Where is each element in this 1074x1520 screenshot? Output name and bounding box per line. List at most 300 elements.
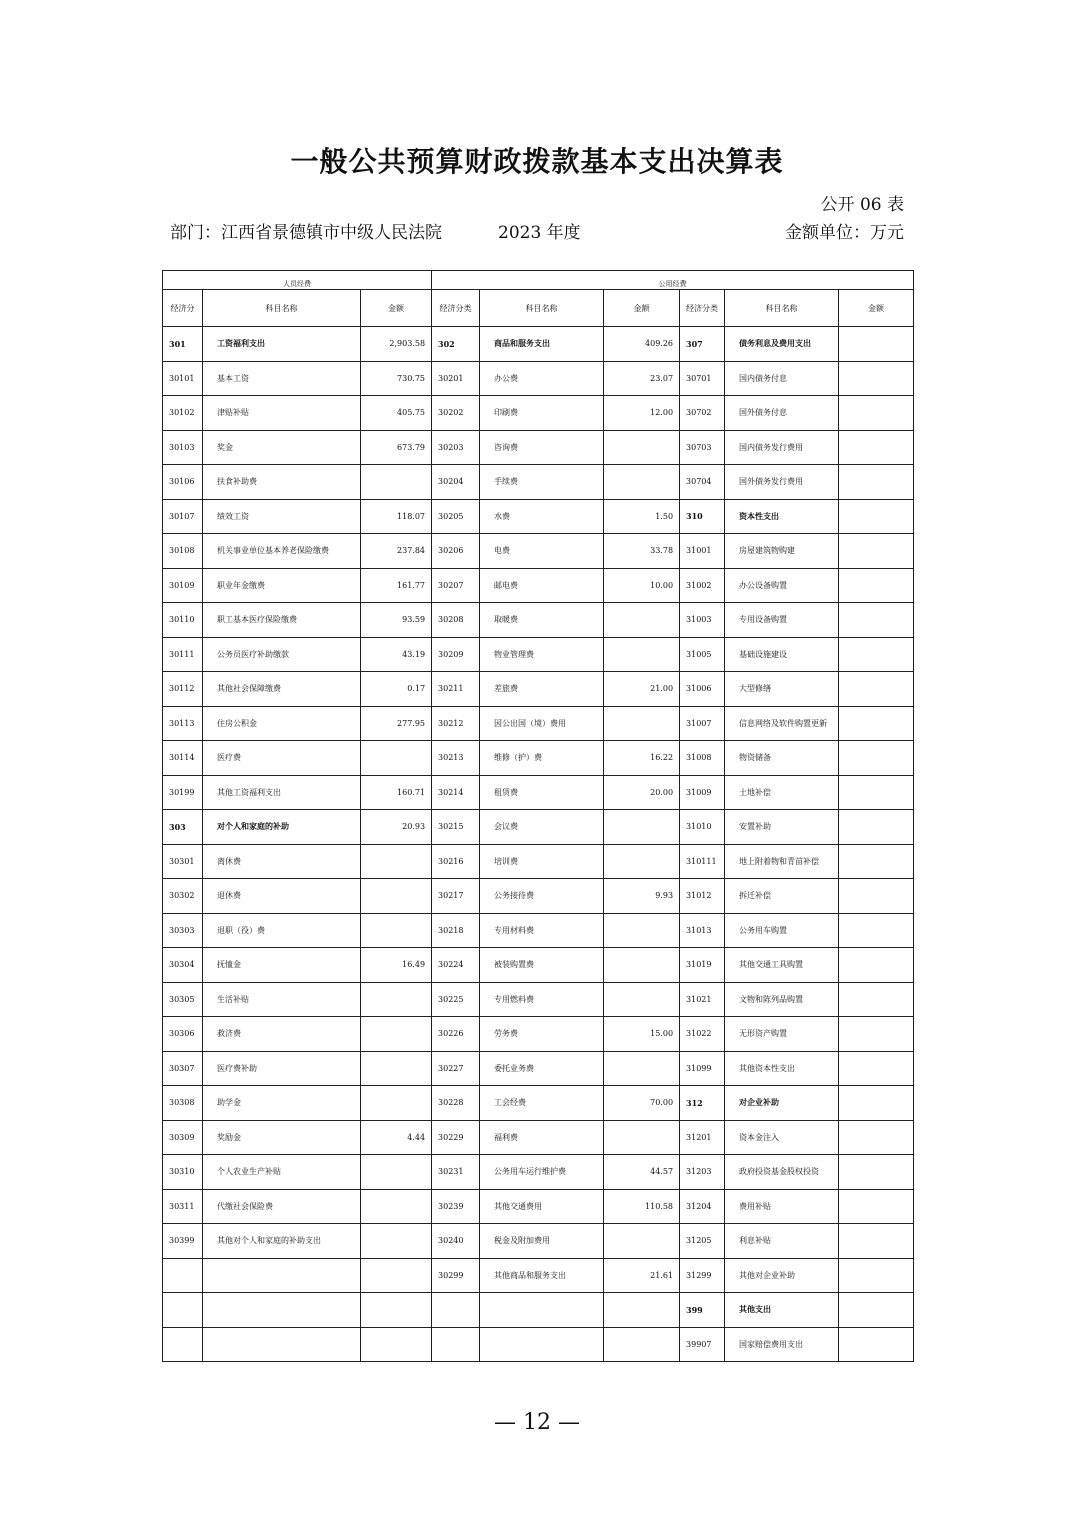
cell-amount: 33.78 <box>604 534 680 569</box>
cell-name: 费用补贴 <box>725 1189 839 1224</box>
cell-amount: 2,903.58 <box>361 327 432 362</box>
table-row <box>163 948 914 983</box>
cell-amount: 15.00 <box>604 1017 680 1052</box>
cell-name: 资本金注入 <box>725 1120 839 1155</box>
cell-code: 312 <box>680 1086 725 1121</box>
cell-code: 30110 <box>163 603 203 638</box>
cell-amount <box>604 706 680 741</box>
cell-amount <box>604 1224 680 1259</box>
cell-name: 医疗费 <box>203 741 361 776</box>
cell-name: 基本工资 <box>203 361 361 396</box>
cell-code: 30208 <box>432 603 480 638</box>
cell-name: 物业管理费 <box>480 637 604 672</box>
cell-amount: 21.00 <box>604 672 680 707</box>
cell-code: 31021 <box>680 982 725 1017</box>
cell-code: 31006 <box>680 672 725 707</box>
cell-amount <box>839 499 914 534</box>
cell-name: 被装购置费 <box>480 948 604 983</box>
cell-amount <box>361 1224 432 1259</box>
cell-name: 印刷费 <box>480 396 604 431</box>
cell-name: 津贴补贴 <box>203 396 361 431</box>
group-personnel: 人员经费 <box>163 271 432 290</box>
table-row <box>163 396 914 431</box>
cell-amount <box>839 534 914 569</box>
cell-amount: 409.26 <box>604 327 680 362</box>
cell-code: 30309 <box>163 1120 203 1155</box>
cell-name: 其他交通工具购置 <box>725 948 839 983</box>
cell-name: 基础设施建设 <box>725 637 839 672</box>
cell-amount: 110.58 <box>604 1189 680 1224</box>
table-row <box>163 603 914 638</box>
cell-name: 会议费 <box>480 810 604 845</box>
cell-name: 地上附着物和青苗补偿 <box>725 844 839 879</box>
cell-amount: 21.61 <box>604 1258 680 1293</box>
cell-name: 救济费 <box>203 1017 361 1052</box>
table-row <box>163 913 914 948</box>
col-header-code: 经济分类 <box>432 290 480 327</box>
cell-amount <box>839 1258 914 1293</box>
cell-code: 30111 <box>163 637 203 672</box>
cell-code: 30701 <box>680 361 725 396</box>
cell-amount <box>604 637 680 672</box>
cell-name: 专用设备购置 <box>725 603 839 638</box>
cell-amount: 405.75 <box>361 396 432 431</box>
cell-name: 绩效工资 <box>203 499 361 534</box>
cell-amount <box>839 706 914 741</box>
cell-code <box>432 1293 480 1328</box>
table-row <box>163 1327 914 1362</box>
col-header-amount: 金额 <box>361 290 432 327</box>
cell-name: 租赁费 <box>480 775 604 810</box>
cell-code: 30301 <box>163 844 203 879</box>
cell-amount <box>604 1293 680 1328</box>
cell-amount <box>604 844 680 879</box>
cell-name: 资本性支出 <box>725 499 839 534</box>
cell-code: 31019 <box>680 948 725 983</box>
table-row <box>163 672 914 707</box>
col-header-amount: 金额 <box>839 290 914 327</box>
cell-amount <box>361 1086 432 1121</box>
cell-name: 对企业补助 <box>725 1086 839 1121</box>
cell-code: 30703 <box>680 430 725 465</box>
cell-name: 职业年金缴费 <box>203 568 361 603</box>
group-header-row <box>163 271 914 290</box>
cell-code <box>163 1327 203 1362</box>
table-row <box>163 1086 914 1121</box>
cell-code: 30202 <box>432 396 480 431</box>
cell-code <box>163 1293 203 1328</box>
cell-code: 31205 <box>680 1224 725 1259</box>
cell-code: 30211 <box>432 672 480 707</box>
table-row <box>163 1155 914 1190</box>
cell-amount <box>839 948 914 983</box>
cell-code: 31013 <box>680 913 725 948</box>
cell-code: 31022 <box>680 1017 725 1052</box>
table-row <box>163 706 914 741</box>
cell-amount <box>361 1155 432 1190</box>
cell-name: 其他资本性支出 <box>725 1051 839 1086</box>
cell-amount <box>839 568 914 603</box>
cell-code: 30399 <box>163 1224 203 1259</box>
cell-code: 31007 <box>680 706 725 741</box>
cell-amount <box>839 1155 914 1190</box>
cell-amount <box>361 913 432 948</box>
cell-name: 助学金 <box>203 1086 361 1121</box>
cell-amount <box>361 982 432 1017</box>
cell-code: 307 <box>680 327 725 362</box>
cell-name: 其他支出 <box>725 1293 839 1328</box>
cell-amount <box>839 1017 914 1052</box>
cell-amount <box>839 603 914 638</box>
cell-name: 代缴社会保险费 <box>203 1189 361 1224</box>
cell-name: 差旅费 <box>480 672 604 707</box>
cell-name <box>203 1258 361 1293</box>
cell-name: 拆迁补偿 <box>725 879 839 914</box>
cell-name: 工会经费 <box>480 1086 604 1121</box>
cell-name: 专用燃料费 <box>480 982 604 1017</box>
table-row <box>163 1224 914 1259</box>
cell-amount <box>839 637 914 672</box>
cell-code: 399 <box>680 1293 725 1328</box>
cell-code: 310111 <box>680 844 725 879</box>
cell-name: 国外债务发行费用 <box>725 465 839 500</box>
cell-code: 30203 <box>432 430 480 465</box>
cell-name: 其他社会保障缴费 <box>203 672 361 707</box>
cell-amount: 161.77 <box>361 568 432 603</box>
cell-code <box>163 1258 203 1293</box>
cell-code: 30206 <box>432 534 480 569</box>
cell-code: 30217 <box>432 879 480 914</box>
cell-amount: 12.00 <box>604 396 680 431</box>
cell-name: 债务利息及费用支出 <box>725 327 839 362</box>
col-header-name: 科目名称 <box>480 290 604 327</box>
cell-amount <box>839 1327 914 1362</box>
cell-name: 因公出国（境）费用 <box>480 706 604 741</box>
cell-name: 抚恤金 <box>203 948 361 983</box>
cell-amount <box>604 982 680 1017</box>
cell-name: 办公设备购置 <box>725 568 839 603</box>
cell-amount: 20.00 <box>604 775 680 810</box>
cell-amount <box>839 879 914 914</box>
cell-name: 咨询费 <box>480 430 604 465</box>
cell-amount: 160.71 <box>361 775 432 810</box>
cell-code: 31002 <box>680 568 725 603</box>
cell-amount: 9.93 <box>604 879 680 914</box>
cell-amount: 70.00 <box>604 1086 680 1121</box>
cell-code: 30304 <box>163 948 203 983</box>
cell-name: 维修（护）费 <box>480 741 604 776</box>
table-row <box>163 534 914 569</box>
cell-amount <box>361 844 432 879</box>
cell-name: 信息网络及软件购置更新 <box>725 706 839 741</box>
cell-code: 30215 <box>432 810 480 845</box>
cell-code: 31001 <box>680 534 725 569</box>
cell-amount <box>604 1051 680 1086</box>
cell-code: 30114 <box>163 741 203 776</box>
cell-name: 职工基本医疗保险缴费 <box>203 603 361 638</box>
cell-code: 301 <box>163 327 203 362</box>
cell-name: 委托业务费 <box>480 1051 604 1086</box>
cell-name: 手续费 <box>480 465 604 500</box>
cell-code: 31005 <box>680 637 725 672</box>
cell-code: 30308 <box>163 1086 203 1121</box>
cell-amount: 20.93 <box>361 810 432 845</box>
cell-amount: 43.19 <box>361 637 432 672</box>
cell-name: 专用材料费 <box>480 913 604 948</box>
table-row <box>163 1258 914 1293</box>
cell-code: 30112 <box>163 672 203 707</box>
cell-name: 对个人和家庭的补助 <box>203 810 361 845</box>
cell-amount: 0.17 <box>361 672 432 707</box>
cell-code: 30302 <box>163 879 203 914</box>
table-row <box>163 430 914 465</box>
cell-amount <box>839 810 914 845</box>
cell-name: 国内债务付息 <box>725 361 839 396</box>
cell-code: 302 <box>432 327 480 362</box>
column-header-row <box>163 290 914 327</box>
cell-name: 税金及附加费用 <box>480 1224 604 1259</box>
cell-name: 退职（役）费 <box>203 913 361 948</box>
cell-name: 福利费 <box>480 1120 604 1155</box>
expenditure-table <box>162 270 914 1362</box>
cell-name: 其他对企业补助 <box>725 1258 839 1293</box>
cell-code: 30311 <box>163 1189 203 1224</box>
cell-code: 30108 <box>163 534 203 569</box>
cell-amount <box>361 1293 432 1328</box>
col-header-amount: 金额 <box>604 290 680 327</box>
cell-name <box>480 1293 604 1328</box>
cell-amount: 1.50 <box>604 499 680 534</box>
cell-name: 无形资产购置 <box>725 1017 839 1052</box>
cell-name <box>203 1327 361 1362</box>
cell-amount <box>604 430 680 465</box>
cell-name: 离休费 <box>203 844 361 879</box>
page-title: 一般公共预算财政拨款基本支出决算表 <box>290 145 784 178</box>
table-row <box>163 741 914 776</box>
cell-amount: 673.79 <box>361 430 432 465</box>
cell-name: 公务员医疗补助缴款 <box>203 637 361 672</box>
cell-name: 公务接待费 <box>480 879 604 914</box>
cell-amount <box>839 361 914 396</box>
table-row <box>163 982 914 1017</box>
expenditure-table-container <box>162 270 913 1362</box>
cell-amount <box>361 1189 432 1224</box>
cell-name: 培训费 <box>480 844 604 879</box>
cell-amount <box>839 1120 914 1155</box>
cell-name: 商品和服务支出 <box>480 327 604 362</box>
cell-amount <box>361 465 432 500</box>
cell-code: 30228 <box>432 1086 480 1121</box>
cell-name: 公务用车运行维护费 <box>480 1155 604 1190</box>
table-row <box>163 327 914 362</box>
cell-name: 机关事业单位基本养老保险缴费 <box>203 534 361 569</box>
cell-amount <box>839 913 914 948</box>
table-row <box>163 1189 914 1224</box>
cell-amount <box>839 982 914 1017</box>
cell-code: 30199 <box>163 775 203 810</box>
cell-name: 其他商品和服务支出 <box>480 1258 604 1293</box>
cell-name: 安置补助 <box>725 810 839 845</box>
cell-code: 30201 <box>432 361 480 396</box>
cell-code: 31203 <box>680 1155 725 1190</box>
cell-amount: 16.49 <box>361 948 432 983</box>
table-row <box>163 361 914 396</box>
cell-amount: 277.95 <box>361 706 432 741</box>
table-row <box>163 1017 914 1052</box>
cell-code: 31009 <box>680 775 725 810</box>
cell-code: 30207 <box>432 568 480 603</box>
table-row <box>163 465 914 500</box>
cell-name: 医疗费补助 <box>203 1051 361 1086</box>
cell-code: 303 <box>163 810 203 845</box>
cell-code: 30306 <box>163 1017 203 1052</box>
cell-code: 30307 <box>163 1051 203 1086</box>
cell-name: 奖励金 <box>203 1120 361 1155</box>
col-header-name: 科目名称 <box>203 290 361 327</box>
year-label: 2023 年度 <box>498 223 581 243</box>
cell-name: 文物和陈列品购置 <box>725 982 839 1017</box>
cell-amount: 10.00 <box>604 568 680 603</box>
cell-code: 30216 <box>432 844 480 879</box>
cell-name: 劳务费 <box>480 1017 604 1052</box>
cell-name: 扶食补助费 <box>203 465 361 500</box>
cell-code: 30101 <box>163 361 203 396</box>
table-row <box>163 879 914 914</box>
cell-name: 其他交通费用 <box>480 1189 604 1224</box>
cell-amount <box>839 1293 914 1328</box>
cell-amount <box>839 1189 914 1224</box>
cell-name: 住房公积金 <box>203 706 361 741</box>
cell-code: 310 <box>680 499 725 534</box>
cell-name: 公务用车购置 <box>725 913 839 948</box>
cell-code: 30204 <box>432 465 480 500</box>
cell-name: 生活补贴 <box>203 982 361 1017</box>
cell-amount <box>839 741 914 776</box>
cell-amount <box>839 465 914 500</box>
cell-name: 政府投资基金股权投资 <box>725 1155 839 1190</box>
cell-name: 其他对个人和家庭的补助支出 <box>203 1224 361 1259</box>
cell-amount <box>839 1224 914 1259</box>
cell-amount <box>361 741 432 776</box>
cell-code: 30107 <box>163 499 203 534</box>
cell-code: 31299 <box>680 1258 725 1293</box>
cell-code: 30229 <box>432 1120 480 1155</box>
cell-code: 30205 <box>432 499 480 534</box>
cell-amount <box>361 1258 432 1293</box>
cell-amount <box>839 1086 914 1121</box>
cell-name: 大型修缮 <box>725 672 839 707</box>
cell-code: 31010 <box>680 810 725 845</box>
col-header-code: 经济分类 <box>680 290 725 327</box>
cell-code: 30214 <box>432 775 480 810</box>
cell-code: 31099 <box>680 1051 725 1086</box>
cell-code: 30231 <box>432 1155 480 1190</box>
cell-name: 邮电费 <box>480 568 604 603</box>
table-row <box>163 1051 914 1086</box>
cell-name: 电费 <box>480 534 604 569</box>
cell-amount <box>361 1051 432 1086</box>
cell-name: 个人农业生产补贴 <box>203 1155 361 1190</box>
cell-name: 办公费 <box>480 361 604 396</box>
cell-code: 30239 <box>432 1189 480 1224</box>
cell-code: 30213 <box>432 741 480 776</box>
table-row <box>163 499 914 534</box>
cell-name: 取暖费 <box>480 603 604 638</box>
cell-code: 30109 <box>163 568 203 603</box>
cell-code: 30299 <box>432 1258 480 1293</box>
cell-name <box>480 1327 604 1362</box>
cell-code: 30303 <box>163 913 203 948</box>
cell-amount <box>361 1017 432 1052</box>
page-number: — 12 — <box>494 1410 580 1435</box>
cell-code: 31008 <box>680 741 725 776</box>
cell-name: 土地补偿 <box>725 775 839 810</box>
cell-code: 31003 <box>680 603 725 638</box>
table-row <box>163 568 914 603</box>
col-header-code: 经济分 <box>163 290 203 327</box>
cell-code: 30226 <box>432 1017 480 1052</box>
cell-amount: 730.75 <box>361 361 432 396</box>
cell-code: 30240 <box>432 1224 480 1259</box>
group-public: 公用经费 <box>432 271 914 290</box>
cell-code: 30702 <box>680 396 725 431</box>
cell-amount <box>604 1120 680 1155</box>
cell-amount: 23.07 <box>604 361 680 396</box>
cell-code: 30704 <box>680 465 725 500</box>
cell-name: 退休费 <box>203 879 361 914</box>
cell-amount: 16.22 <box>604 741 680 776</box>
cell-name: 工资福利支出 <box>203 327 361 362</box>
cell-code: 30310 <box>163 1155 203 1190</box>
cell-code: 31012 <box>680 879 725 914</box>
cell-code: 30106 <box>163 465 203 500</box>
cell-amount <box>604 603 680 638</box>
table-row <box>163 637 914 672</box>
cell-code: 30227 <box>432 1051 480 1086</box>
table-row <box>163 844 914 879</box>
table-row <box>163 1120 914 1155</box>
cell-code: 30225 <box>432 982 480 1017</box>
cell-code: 30209 <box>432 637 480 672</box>
cell-amount <box>604 948 680 983</box>
cell-code: 31204 <box>680 1189 725 1224</box>
cell-code: 30212 <box>432 706 480 741</box>
cell-code: 30305 <box>163 982 203 1017</box>
cell-amount <box>839 396 914 431</box>
table-row <box>163 810 914 845</box>
cell-amount <box>839 1051 914 1086</box>
cell-name: 国内债务发行费用 <box>725 430 839 465</box>
cell-amount <box>839 844 914 879</box>
cell-name: 水费 <box>480 499 604 534</box>
cell-name: 房屋建筑物购建 <box>725 534 839 569</box>
table-row <box>163 1293 914 1328</box>
cell-amount: 44.57 <box>604 1155 680 1190</box>
cell-amount: 4.44 <box>361 1120 432 1155</box>
cell-amount <box>839 327 914 362</box>
col-header-name: 科目名称 <box>725 290 839 327</box>
cell-name: 其他工资福利支出 <box>203 775 361 810</box>
cell-code: 30218 <box>432 913 480 948</box>
cell-code <box>432 1327 480 1362</box>
cell-amount <box>604 1327 680 1362</box>
cell-code: 30224 <box>432 948 480 983</box>
unit-label: 金额单位：万元 <box>785 223 904 243</box>
cell-code: 30113 <box>163 706 203 741</box>
cell-amount <box>839 775 914 810</box>
cell-name: 国外债务付息 <box>725 396 839 431</box>
cell-amount: 93.59 <box>361 603 432 638</box>
